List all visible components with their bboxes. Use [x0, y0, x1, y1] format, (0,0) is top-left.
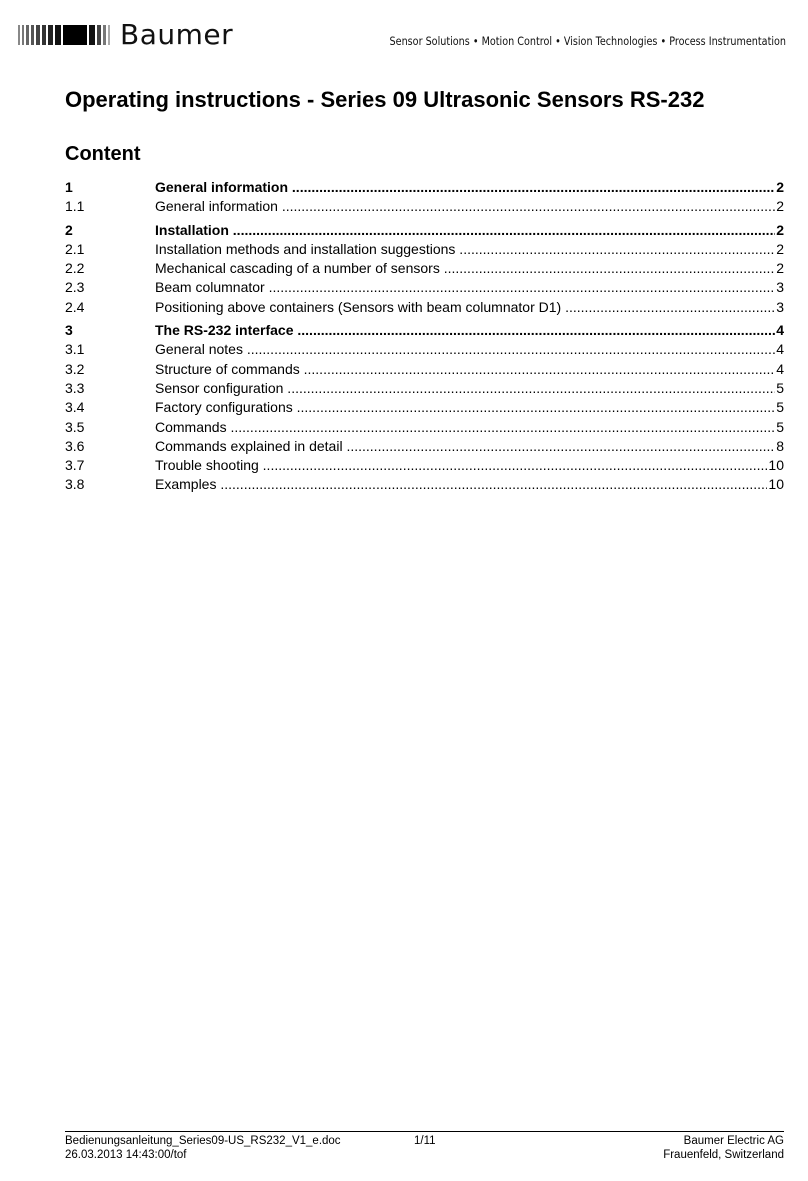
toc-title: General information ..... [155, 178, 775, 197]
toc-title: Installation methods and installation suggestions ..... [155, 240, 775, 259]
footer-company-info [663, 1134, 784, 1162]
toc-page: 5 [776, 399, 784, 416]
toc-page: 2 [776, 179, 784, 195]
toc-title: Installation ..... [155, 221, 775, 240]
toc-entry[interactable] [65, 398, 784, 417]
toc-title: Sensor configuration ..... [155, 379, 775, 398]
toc-entry[interactable] [65, 321, 784, 340]
toc-page: 2 [776, 240, 784, 257]
company-tagline: Sensor Solutions • Motion Control • Vision Technologies • Process Instrumentation [389, 35, 786, 48]
toc-number: 2.3 [65, 279, 85, 296]
toc-number: 3.6 [65, 437, 85, 454]
toc-page: 2 [776, 198, 784, 215]
toc-entry[interactable] [65, 197, 784, 216]
document-title: Operating instructions - Series 09 Ultrasonic Sensors RS-232 [65, 87, 705, 112]
toc-title: Commands ..... [155, 418, 775, 437]
toc-number: 1 [65, 179, 73, 195]
footer-location: Frauenfeld, Switzerland [663, 1149, 784, 1161]
footer-divider [65, 1131, 784, 1132]
toc-number: 2 [65, 221, 73, 238]
footer-datetime: 26.03.2013 14:43:00/tof [65, 1149, 187, 1161]
toc-title: Positioning above containers (Sensors with beam columnator D1) ..... [155, 298, 775, 317]
toc-page: 3 [776, 279, 784, 296]
toc-number: 3.3 [65, 379, 85, 396]
toc-entry[interactable] [65, 221, 784, 240]
toc-page: 3 [776, 298, 784, 315]
toc-title: Mechanical cascading of a number of sensors ..... [155, 259, 775, 278]
toc-number: 2.1 [65, 240, 85, 257]
toc-page: 5 [776, 379, 784, 396]
toc-number: 2.2 [65, 260, 85, 277]
table-of-contents [65, 178, 784, 495]
baumer-logo-icon [18, 21, 110, 49]
toc-entry[interactable] [65, 340, 784, 359]
footer-page-number: 1/11 [414, 1135, 436, 1147]
toc-number: 2.4 [65, 298, 85, 315]
toc-page: 8 [776, 437, 784, 454]
toc-page: 5 [776, 418, 784, 435]
toc-entry[interactable] [65, 418, 784, 437]
toc-title: General notes ..... [155, 340, 775, 359]
toc-entry[interactable] [65, 456, 784, 475]
toc-number: 3 [65, 322, 73, 339]
toc-entry[interactable] [65, 278, 784, 297]
toc-entry[interactable] [65, 240, 784, 259]
content-heading: Content [65, 143, 141, 165]
toc-page: 4 [776, 322, 784, 339]
toc-number: 3.1 [65, 341, 85, 358]
toc-title: Structure of commands ..... [155, 360, 775, 379]
toc-title: Beam columnator ..... [155, 278, 775, 297]
toc-entry[interactable] [65, 475, 784, 494]
toc-title: The RS-232 interface ..... [155, 321, 775, 340]
toc-page: 2 [776, 260, 784, 277]
footer-filename: Bedienungsanleitung_Series09-US_RS232_V1_e.doc [65, 1135, 341, 1147]
toc-entry[interactable] [65, 298, 784, 317]
page-header [18, 18, 786, 52]
toc-title: Examples ..... [155, 475, 767, 494]
footer-file-info [65, 1134, 341, 1162]
toc-page: 10 [768, 476, 784, 493]
toc-entry[interactable] [65, 259, 784, 278]
toc-page: 4 [776, 341, 784, 358]
footer-company: Baumer Electric AG [683, 1135, 784, 1147]
toc-number: 1.1 [65, 198, 85, 215]
toc-page: 4 [776, 360, 784, 377]
toc-title: Trouble shooting ..... [155, 456, 767, 475]
toc-entry[interactable] [65, 379, 784, 398]
toc-number: 3.5 [65, 418, 85, 435]
toc-entry[interactable] [65, 360, 784, 379]
toc-title: Factory configurations ..... [155, 398, 775, 417]
toc-number: 3.4 [65, 399, 85, 416]
toc-title: Commands explained in detail ..... [155, 437, 775, 456]
brand-name: Baumer [120, 18, 234, 51]
toc-number: 3.8 [65, 476, 85, 493]
toc-entry[interactable] [65, 437, 784, 456]
toc-title: General information ..... [155, 197, 775, 216]
toc-number: 3.7 [65, 457, 85, 474]
baumer-logo [18, 18, 233, 52]
toc-page: 2 [776, 221, 784, 238]
toc-entry[interactable] [65, 178, 784, 197]
toc-number: 3.2 [65, 360, 85, 377]
toc-page: 10 [768, 457, 784, 474]
